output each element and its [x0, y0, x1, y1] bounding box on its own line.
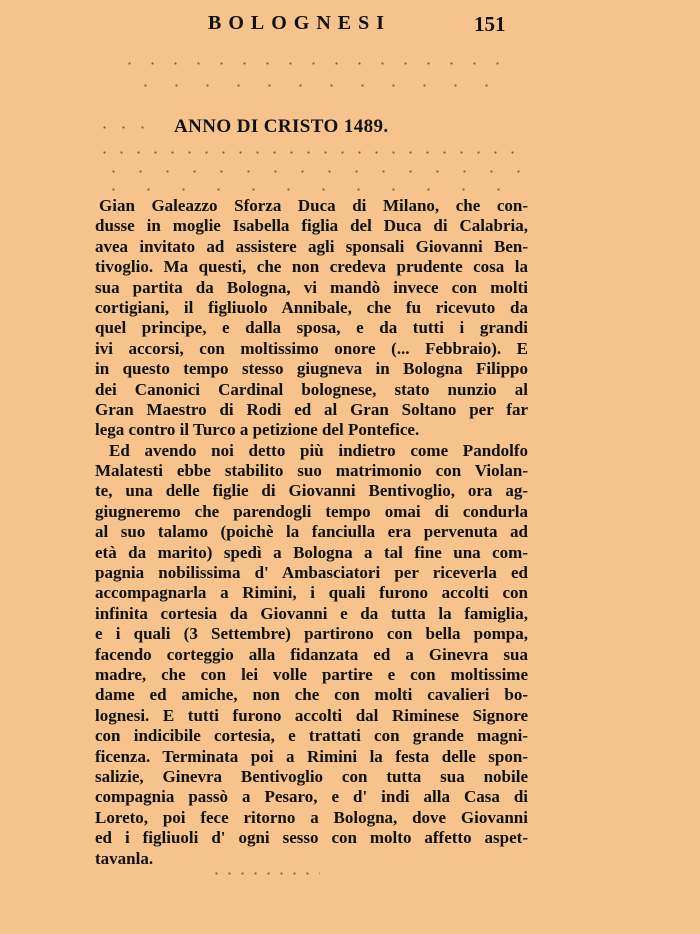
page-number: 151: [474, 12, 506, 36]
year-heading: ANNO DI CRISTO 1489.: [174, 116, 389, 137]
print-speckle: [100, 170, 520, 173]
text-line: ficenza. Terminata poi a Rimini la festa delle spon-: [95, 746, 528, 766]
text-line: Gian Galeazzo Sforza Duca di Milano, che con-: [99, 196, 528, 215]
body-text: [95, 196, 528, 869]
text-line: infinita cortesia da Giovanni e da tutta la famiglia,: [95, 603, 528, 623]
print-speckle: [118, 62, 508, 65]
text-line: compagnia passò a Pesaro, e d' indi alla Casa di: [95, 787, 528, 807]
text-line: Malatesti ebbe stabilito suo matrimonio con Violan-: [95, 461, 528, 481]
text-line: lega contro il Turco a petizione del Pontefice.: [95, 420, 420, 440]
text-line: pagnia nobilissima d' Ambasciatori per riceverla ed: [95, 563, 528, 583]
text-line: dei Canonici Cardinal bolognese, stato nunzio al: [95, 379, 528, 399]
running-head: [0, 10, 700, 40]
text-line: accompagnarla a Rimini, i quali furono accolti con: [95, 583, 528, 603]
text-line: al suo talamo (poichè la fanciulla era pervenuta ad: [95, 522, 528, 542]
print-speckle: [96, 188, 526, 191]
print-speckle: [130, 84, 490, 87]
print-speckle: [210, 872, 320, 875]
text-line: dame ed amiche, non che con molti cavalieri bo-: [95, 685, 528, 705]
text-line: te, una delle figlie di Giovanni Bentivoglio, ora ag-: [95, 481, 528, 501]
text-line: Loreto, poi fece ritorno a Bologna, dove Giovanni: [95, 807, 528, 827]
text-line: ed i figliuoli d' ogni sesso con molto affetto aspet-: [95, 828, 528, 848]
text-line: madre, che con lei volle partire e con moltissime: [95, 664, 528, 684]
text-line: avea invitato ad assistere agli sponsali Giovanni Ben-: [95, 236, 528, 256]
text-line: con indicibile cortesia, e trattati con grande magni-: [95, 726, 528, 746]
text-line: sua partita da Bologna, vi mandò invece con molti: [95, 277, 528, 297]
text-line: cortigiani, il figliuolo Annibale, che fu ricevuto da: [95, 297, 528, 317]
text-line: salizie, Ginevra Bentivoglio con tutta sua nobile: [95, 766, 528, 786]
text-line: in questo tempo stesso giugneva in Bologna Filippo: [95, 359, 528, 379]
text-line: età da marito) spedì a Bologna a tal fine una com-: [95, 542, 528, 562]
text-line: lognesi. E tutti furono accolti dal Riminese Signore: [95, 705, 528, 725]
text-line: Gran Maestro di Rodi ed al Gran Soltano per far: [95, 399, 528, 419]
text-line: tavanla.: [95, 848, 154, 868]
running-title: BOLOGNESI: [208, 12, 392, 34]
text-line: quel principe, e dalla sposa, e da tutti i grandi: [95, 318, 528, 338]
text-line: dusse in moglie Isabella figlia del Duca di Calabria,: [95, 216, 528, 236]
text-line: facendo corteggio alla fidanzata ed a Ginevra sua: [95, 644, 528, 664]
text-line: e i quali (3 Settembre) partirono con bella pompa,: [95, 624, 528, 644]
text-line: Ed avendo noi detto più indietro come Pandolfo: [109, 440, 528, 460]
text-line: ivi accorsi, con moltissimo onore (... Febbraio). E: [95, 338, 528, 358]
print-speckle: [95, 126, 155, 129]
text-line: tivoglio. Ma questi, che non credeva prudente cosa la: [95, 257, 528, 277]
print-speckle: [96, 151, 526, 154]
text-line: giugneremo che parendogli tempo omai di condurla: [95, 501, 528, 521]
